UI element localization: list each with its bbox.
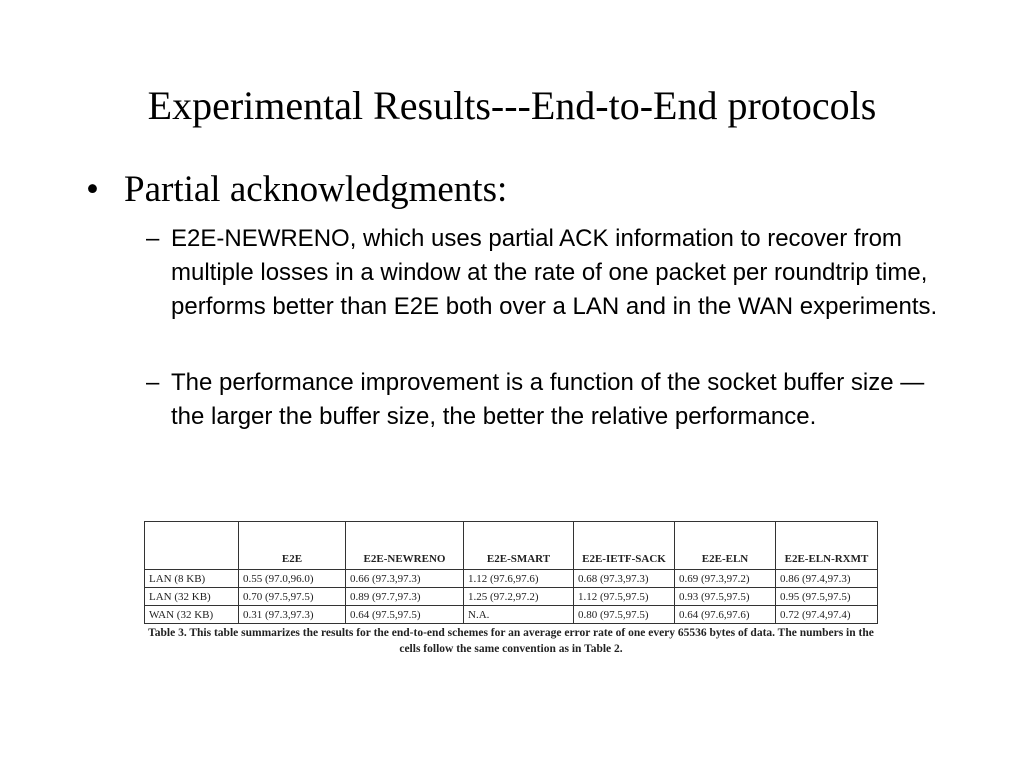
- table-cell: 0.95 (97.5,97.5): [776, 588, 878, 606]
- table-header-cell: E2E-NEWRENO: [346, 522, 464, 570]
- table-header-cell: E2E-ELN-RXMT: [776, 522, 878, 570]
- sub-bullet-buffer-size: [146, 366, 946, 434]
- table-cell: 0.69 (97.3,97.2): [675, 570, 776, 588]
- table-row-label: WAN (32 KB): [145, 606, 239, 624]
- table-header-cell: E2E: [239, 522, 346, 570]
- table-cell: 1.25 (97.2,97.2): [464, 588, 574, 606]
- table-header-cell: E2E-IETF-SACK: [574, 522, 675, 570]
- bullet-label: Partial acknowledgments:: [124, 169, 508, 210]
- bullet-partial-ack: [86, 168, 507, 212]
- table-row: [145, 570, 878, 588]
- table-cell: 0.70 (97.5,97.5): [239, 588, 346, 606]
- table-header-row: [145, 522, 878, 570]
- table-row: [145, 588, 878, 606]
- sub-bullet-text: E2E-NEWRENO, which uses partial ACK information to recover from multiple losses in a window at the rate of one packet per roundtrip time, performs better than E2E both over a LAN and in the WAN experiments.: [171, 225, 938, 320]
- table-header-cell: [145, 522, 239, 570]
- sub-bullet-newreno: [146, 222, 946, 324]
- results-table-figure: [144, 521, 878, 657]
- table-cell: 0.68 (97.3,97.3): [574, 570, 675, 588]
- results-table: [144, 521, 878, 624]
- table-cell: 0.80 (97.5,97.5): [574, 606, 675, 624]
- table-cell: N.A.: [464, 606, 574, 624]
- table-cell: 0.64 (97.6,97.6): [675, 606, 776, 624]
- sub-bullet-marker: –: [146, 225, 160, 252]
- sub-bullet-text: The performance improvement is a function of the socket buffer size — the larger the buffer size, the better the relative performance.: [171, 369, 925, 430]
- table-cell: 1.12 (97.6,97.6): [464, 570, 574, 588]
- table-cell: 0.93 (97.5,97.5): [675, 588, 776, 606]
- table-header-cell: E2E-ELN: [675, 522, 776, 570]
- table-cell: 0.89 (97.7,97.3): [346, 588, 464, 606]
- table-cell: 0.64 (97.5,97.5): [346, 606, 464, 624]
- table-header-cell: E2E-SMART: [464, 522, 574, 570]
- table-cell: 1.12 (97.5,97.5): [574, 588, 675, 606]
- sub-bullet-marker: –: [146, 369, 160, 396]
- table-row-label: LAN (8 KB): [145, 570, 239, 588]
- table-row-label: LAN (32 KB): [145, 588, 239, 606]
- table-caption: Table 3. This table summarizes the results for the end-to-end schemes for an average error rate of one every 65536 bytes of data. The numbers in the cells follow the same convention as in Table 2.: [148, 627, 874, 655]
- table-cell: 0.86 (97.4,97.3): [776, 570, 878, 588]
- table-cell: 0.55 (97.0,96.0): [239, 570, 346, 588]
- table-cell: 0.31 (97.3,97.3): [239, 606, 346, 624]
- bullet-marker: •: [86, 169, 99, 210]
- table-cell: 0.66 (97.3,97.3): [346, 570, 464, 588]
- slide-title: Experimental Results---End-to-End protocols: [147, 83, 877, 128]
- table-cell: 0.72 (97.4,97.4): [776, 606, 878, 624]
- table-row: [145, 606, 878, 624]
